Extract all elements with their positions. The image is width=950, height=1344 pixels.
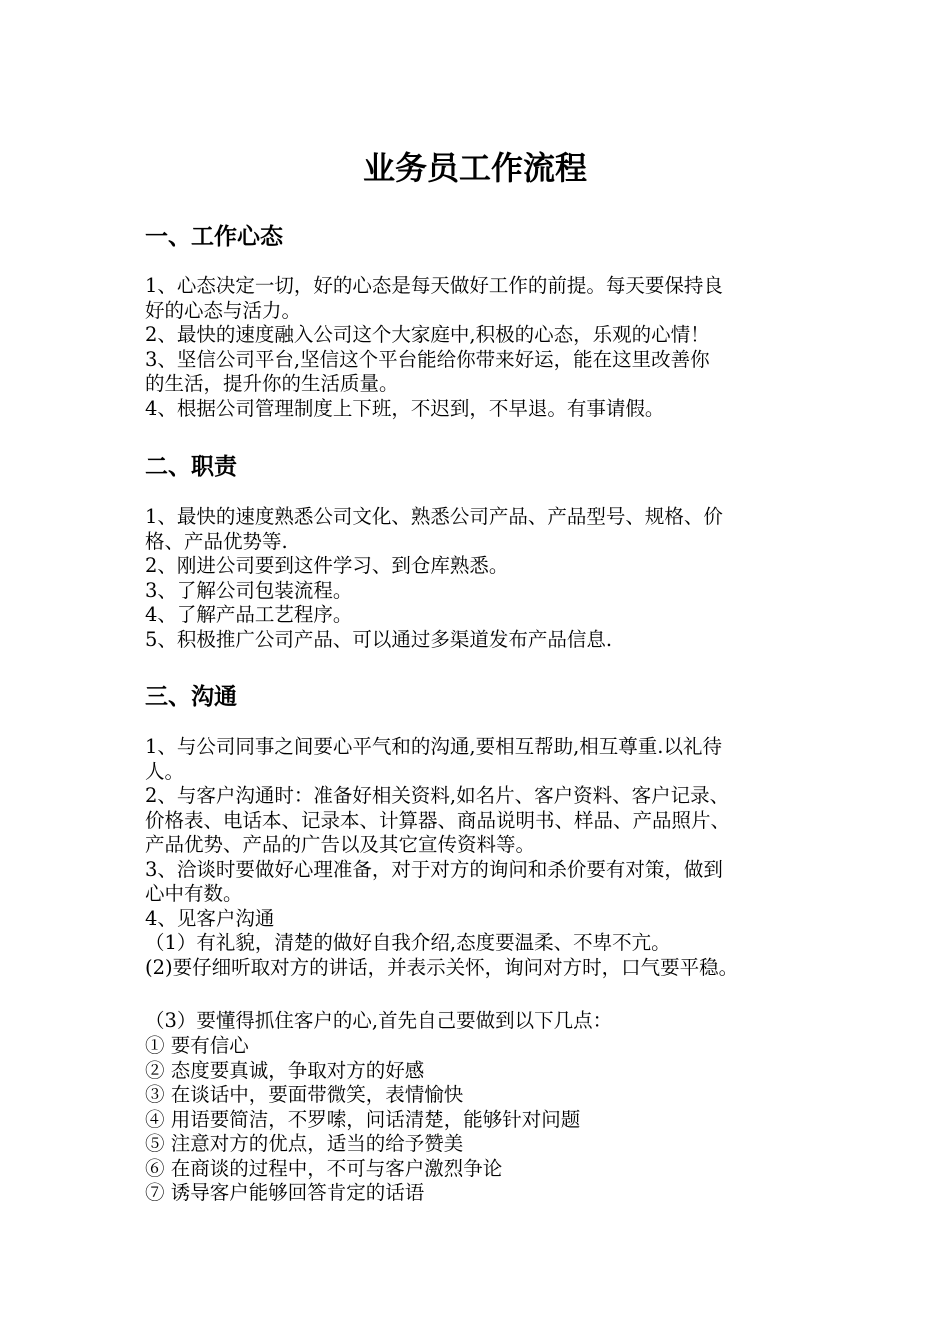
paragraph-line: 5、积极推广公司产品、可以通过多渠道发布产品信息.: [145, 627, 613, 651]
section-heading-duties: 二、职责: [145, 454, 237, 480]
document-title: 业务员工作流程: [362, 149, 587, 187]
list-item: ① 要有信心: [145, 1034, 249, 1057]
paragraph-line: (2)要仔细听取对方的讲话，并表示关怀，询问对方时，口气要平稳。: [145, 955, 739, 979]
paragraph-line: 4、根据公司管理制度上下班，不迟到，不早退。有事请假。: [145, 396, 665, 420]
paragraph-line: 的生活，提升你的生活质量。: [145, 372, 399, 395]
list-item: ⑥ 在商谈的过程中，不可与客户激烈争论: [145, 1156, 503, 1180]
paragraph-line: 好的心态与活力。: [145, 298, 302, 322]
paragraph-line: 4、见客户沟通: [145, 906, 275, 930]
paragraph-line: 格、产品优势等.: [145, 529, 288, 553]
paragraph-line: 价格表、电话本、记录本、计算器、商品说明书、样品、产品照片、: [145, 808, 731, 832]
paragraph-line: 2、最快的速度融入公司这个大家庭中,积极的心态，乐观的心情！: [145, 323, 710, 346]
list-item: ⑤ 注意对方的优点，适当的给予赞美: [145, 1132, 464, 1155]
paragraph-line: （1）有礼貌，清楚的做好自我介绍,态度要温柔、不卑不亢。: [145, 931, 671, 954]
list-item: ⑦ 诱导客户能够回答肯定的话语: [145, 1181, 425, 1204]
section-heading-communication: 三、沟通: [145, 684, 237, 710]
paragraph-line: 3、坚信公司平台,坚信这个平台能给你带来好运，能在这里改善你: [145, 347, 710, 371]
paragraph-line: 3、了解公司包装流程。: [145, 578, 353, 602]
paragraph-line: （3）要懂得抓住客户的心,首先自己要做到以下几点：: [145, 1009, 613, 1032]
paragraph-line: 1、心态决定一切，好的心态是每天做好工作的前提。每天要保持良: [145, 274, 723, 297]
paragraph-line: 1、与公司同事之间要心平气和的沟通,要相互帮助,相互尊重.以礼待: [145, 735, 723, 758]
paragraph-line: 4、了解产品工艺程序。: [145, 603, 353, 626]
list-item: ④ 用语要简洁，不罗嗦，问话清楚，能够针对问题: [145, 1107, 581, 1131]
paragraph-line: 人。: [145, 759, 185, 783]
paragraph-line: 3、洽谈时要做好心理准备，对于对方的询问和杀价要有对策，做到: [145, 857, 723, 881]
paragraph-line: 2、刚进公司要到这件学习、到仓库熟悉。: [145, 554, 509, 577]
paragraph-line: 心中有数。: [145, 882, 243, 905]
list-item: ③ 在谈话中，要面带微笑，表情愉快: [145, 1083, 464, 1106]
paragraph-line: 1、最快的速度熟悉公司文化、熟悉公司产品、产品型号、规格、价: [145, 505, 723, 528]
paragraph-line: 产品优势、产品的广告以及其它宣传资料等。: [145, 833, 536, 856]
list-item: ② 态度要真诚，争取对方的好感: [145, 1058, 425, 1082]
section-heading-mindset: 一、工作心态: [145, 224, 283, 250]
paragraph-line: 2、与客户沟通时：准备好相关资料,如名片、客户资料、客户记录、: [145, 784, 730, 807]
